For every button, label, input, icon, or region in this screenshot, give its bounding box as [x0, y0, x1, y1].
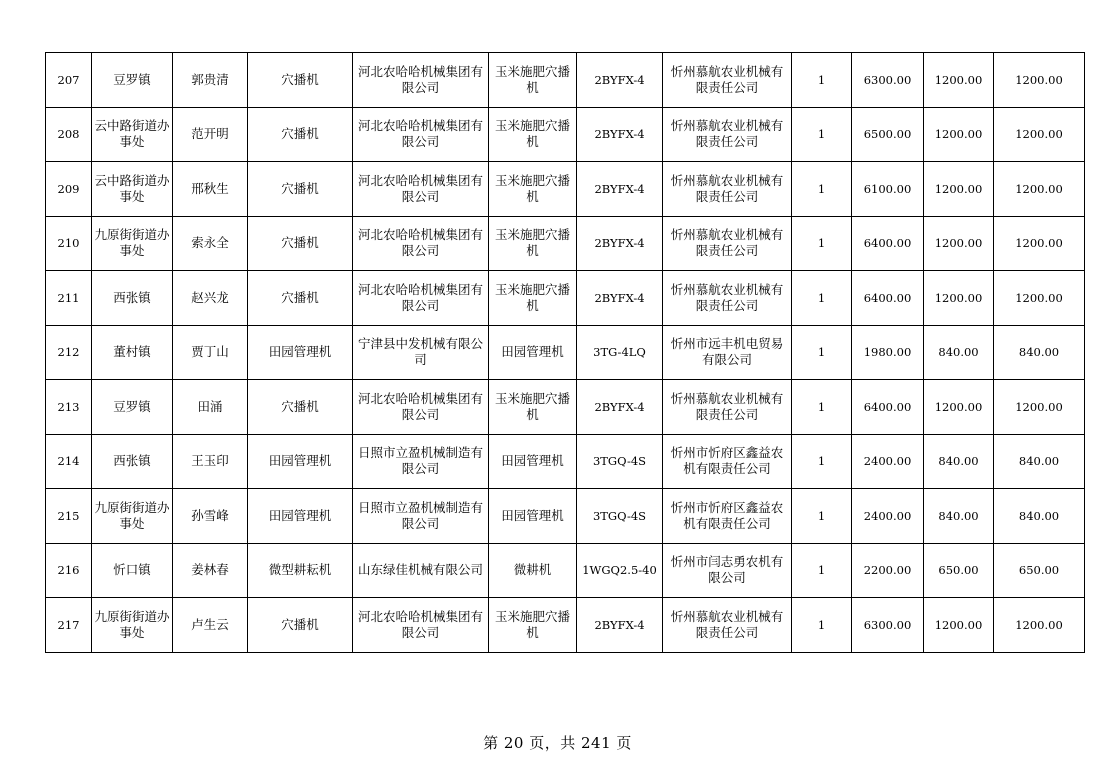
cell-unit-subsidy: 650.00 — [924, 543, 994, 598]
cell-total-subsidy: 1200.00 — [994, 53, 1085, 108]
cell-town: 忻口镇 — [92, 543, 173, 598]
cell-sale-price: 6400.00 — [852, 216, 924, 271]
cell-product-name: 玉米施肥穴播机 — [489, 380, 577, 435]
cell-machine-category: 穴播机 — [248, 598, 353, 653]
subsidy-table — [45, 52, 1085, 653]
cell-manufacturer: 日照市立盈机械制造有限公司 — [353, 434, 489, 489]
cell-product-name: 玉米施肥穴播机 — [489, 107, 577, 162]
cell-model: 3TGQ-4S — [577, 434, 663, 489]
cell-model: 1WGQ2.5-40 — [577, 543, 663, 598]
cell-model: 2BYFX-4 — [577, 107, 663, 162]
cell-buyer-name: 赵兴龙 — [173, 271, 248, 326]
cell-serial-number: 212 — [46, 325, 92, 380]
cell-serial-number: 214 — [46, 434, 92, 489]
cell-model: 2BYFX-4 — [577, 162, 663, 217]
cell-sale-price: 6100.00 — [852, 162, 924, 217]
cell-dealer: 忻州市远丰机电贸易有限公司 — [663, 325, 792, 380]
cell-serial-number: 215 — [46, 489, 92, 544]
cell-product-name: 田园管理机 — [489, 489, 577, 544]
cell-unit-subsidy: 1200.00 — [924, 216, 994, 271]
cell-buyer-name: 卢生云 — [173, 598, 248, 653]
cell-model: 2BYFX-4 — [577, 271, 663, 326]
cell-sale-price: 2200.00 — [852, 543, 924, 598]
cell-town: 云中路街道办事处 — [92, 162, 173, 217]
cell-unit-subsidy: 1200.00 — [924, 380, 994, 435]
cell-town: 九原街街道办事处 — [92, 489, 173, 544]
cell-sale-price: 6300.00 — [852, 598, 924, 653]
cell-manufacturer: 山东绿佳机械有限公司 — [353, 543, 489, 598]
table-row — [46, 107, 1085, 162]
cell-town: 豆罗镇 — [92, 53, 173, 108]
cell-total-subsidy: 1200.00 — [994, 598, 1085, 653]
cell-dealer: 忻州慕航农业机械有限责任公司 — [663, 598, 792, 653]
cell-product-name: 田园管理机 — [489, 434, 577, 489]
cell-total-subsidy: 1200.00 — [994, 107, 1085, 162]
cell-sale-price: 2400.00 — [852, 434, 924, 489]
cell-machine-category: 穴播机 — [248, 53, 353, 108]
cell-quantity: 1 — [792, 598, 852, 653]
cell-buyer-name: 郭贵清 — [173, 53, 248, 108]
table-row — [46, 598, 1085, 653]
cell-serial-number: 210 — [46, 216, 92, 271]
cell-model: 2BYFX-4 — [577, 216, 663, 271]
cell-dealer: 忻州慕航农业机械有限责任公司 — [663, 216, 792, 271]
cell-quantity: 1 — [792, 107, 852, 162]
cell-town: 豆罗镇 — [92, 380, 173, 435]
cell-buyer-name: 贾丁山 — [173, 325, 248, 380]
cell-sale-price: 2400.00 — [852, 489, 924, 544]
cell-dealer: 忻州慕航农业机械有限责任公司 — [663, 380, 792, 435]
cell-product-name: 微耕机 — [489, 543, 577, 598]
cell-buyer-name: 孙雪峰 — [173, 489, 248, 544]
cell-serial-number: 211 — [46, 271, 92, 326]
cell-total-subsidy: 840.00 — [994, 434, 1085, 489]
cell-sale-price: 6400.00 — [852, 380, 924, 435]
cell-town: 九原街街道办事处 — [92, 598, 173, 653]
table-row — [46, 216, 1085, 271]
table-row — [46, 325, 1085, 380]
table-row — [46, 380, 1085, 435]
table-row — [46, 271, 1085, 326]
cell-quantity: 1 — [792, 53, 852, 108]
table-row — [46, 53, 1085, 108]
table-body — [46, 53, 1085, 653]
cell-manufacturer: 河北农哈哈机械集团有限公司 — [353, 107, 489, 162]
cell-serial-number: 217 — [46, 598, 92, 653]
cell-product-name: 玉米施肥穴播机 — [489, 271, 577, 326]
cell-total-subsidy: 840.00 — [994, 325, 1085, 380]
cell-quantity: 1 — [792, 325, 852, 380]
cell-unit-subsidy: 1200.00 — [924, 271, 994, 326]
cell-total-subsidy: 1200.00 — [994, 216, 1085, 271]
cell-buyer-name: 王玉印 — [173, 434, 248, 489]
cell-unit-subsidy: 1200.00 — [924, 162, 994, 217]
cell-total-subsidy: 650.00 — [994, 543, 1085, 598]
cell-town: 云中路街道办事处 — [92, 107, 173, 162]
cell-manufacturer: 河北农哈哈机械集团有限公司 — [353, 598, 489, 653]
cell-machine-category: 田园管理机 — [248, 489, 353, 544]
cell-serial-number: 209 — [46, 162, 92, 217]
table-row — [46, 489, 1085, 544]
cell-sale-price: 6500.00 — [852, 107, 924, 162]
cell-manufacturer: 河北农哈哈机械集团有限公司 — [353, 271, 489, 326]
cell-manufacturer: 河北农哈哈机械集团有限公司 — [353, 53, 489, 108]
cell-model: 3TG-4LQ — [577, 325, 663, 380]
cell-dealer: 忻州慕航农业机械有限责任公司 — [663, 162, 792, 217]
cell-model: 2BYFX-4 — [577, 598, 663, 653]
cell-unit-subsidy: 1200.00 — [924, 598, 994, 653]
cell-model: 2BYFX-4 — [577, 380, 663, 435]
cell-total-subsidy: 1200.00 — [994, 380, 1085, 435]
cell-quantity: 1 — [792, 216, 852, 271]
cell-model: 3TGQ-4S — [577, 489, 663, 544]
cell-manufacturer: 河北农哈哈机械集团有限公司 — [353, 162, 489, 217]
cell-town: 西张镇 — [92, 434, 173, 489]
cell-town: 九原街街道办事处 — [92, 216, 173, 271]
cell-machine-category: 微型耕耘机 — [248, 543, 353, 598]
cell-machine-category: 穴播机 — [248, 216, 353, 271]
cell-dealer: 忻州慕航农业机械有限责任公司 — [663, 271, 792, 326]
cell-dealer: 忻州慕航农业机械有限责任公司 — [663, 107, 792, 162]
cell-manufacturer: 日照市立盈机械制造有限公司 — [353, 489, 489, 544]
cell-machine-category: 穴播机 — [248, 107, 353, 162]
cell-town: 西张镇 — [92, 271, 173, 326]
cell-total-subsidy: 840.00 — [994, 489, 1085, 544]
cell-unit-subsidy: 840.00 — [924, 489, 994, 544]
cell-product-name: 玉米施肥穴播机 — [489, 53, 577, 108]
cell-sale-price: 6400.00 — [852, 271, 924, 326]
cell-sale-price: 6300.00 — [852, 53, 924, 108]
cell-serial-number: 208 — [46, 107, 92, 162]
cell-machine-category: 穴播机 — [248, 271, 353, 326]
cell-manufacturer: 河北农哈哈机械集团有限公司 — [353, 216, 489, 271]
cell-sale-price: 1980.00 — [852, 325, 924, 380]
cell-total-subsidy: 1200.00 — [994, 271, 1085, 326]
cell-dealer: 忻州慕航农业机械有限责任公司 — [663, 53, 792, 108]
cell-quantity: 1 — [792, 271, 852, 326]
cell-quantity: 1 — [792, 380, 852, 435]
cell-total-subsidy: 1200.00 — [994, 162, 1085, 217]
cell-unit-subsidy: 840.00 — [924, 434, 994, 489]
cell-quantity: 1 — [792, 162, 852, 217]
cell-unit-subsidy: 840.00 — [924, 325, 994, 380]
cell-quantity: 1 — [792, 543, 852, 598]
cell-product-name: 玉米施肥穴播机 — [489, 598, 577, 653]
table-row — [46, 543, 1085, 598]
cell-dealer: 忻州市忻府区鑫益农机有限责任公司 — [663, 434, 792, 489]
cell-buyer-name: 邢秋生 — [173, 162, 248, 217]
page-footer: 第 20 页，共 241 页 — [483, 734, 632, 752]
cell-product-name: 玉米施肥穴播机 — [489, 216, 577, 271]
cell-unit-subsidy: 1200.00 — [924, 107, 994, 162]
cell-machine-category: 穴播机 — [248, 380, 353, 435]
cell-dealer: 忻州市忻府区鑫益农机有限责任公司 — [663, 489, 792, 544]
cell-model: 2BYFX-4 — [577, 53, 663, 108]
cell-buyer-name: 姜林春 — [173, 543, 248, 598]
table-row — [46, 434, 1085, 489]
cell-machine-category: 田园管理机 — [248, 434, 353, 489]
cell-buyer-name: 范开明 — [173, 107, 248, 162]
cell-unit-subsidy: 1200.00 — [924, 53, 994, 108]
cell-product-name: 田园管理机 — [489, 325, 577, 380]
cell-product-name: 玉米施肥穴播机 — [489, 162, 577, 217]
cell-dealer: 忻州市闫志勇农机有限公司 — [663, 543, 792, 598]
cell-buyer-name: 田涌 — [173, 380, 248, 435]
cell-serial-number: 207 — [46, 53, 92, 108]
cell-town: 董村镇 — [92, 325, 173, 380]
cell-serial-number: 213 — [46, 380, 92, 435]
table-row — [46, 162, 1085, 217]
cell-manufacturer: 河北农哈哈机械集团有限公司 — [353, 380, 489, 435]
cell-quantity: 1 — [792, 434, 852, 489]
cell-buyer-name: 索永全 — [173, 216, 248, 271]
cell-machine-category: 田园管理机 — [248, 325, 353, 380]
cell-serial-number: 216 — [46, 543, 92, 598]
cell-manufacturer: 宁津县中发机械有限公司 — [353, 325, 489, 380]
cell-machine-category: 穴播机 — [248, 162, 353, 217]
cell-quantity: 1 — [792, 489, 852, 544]
